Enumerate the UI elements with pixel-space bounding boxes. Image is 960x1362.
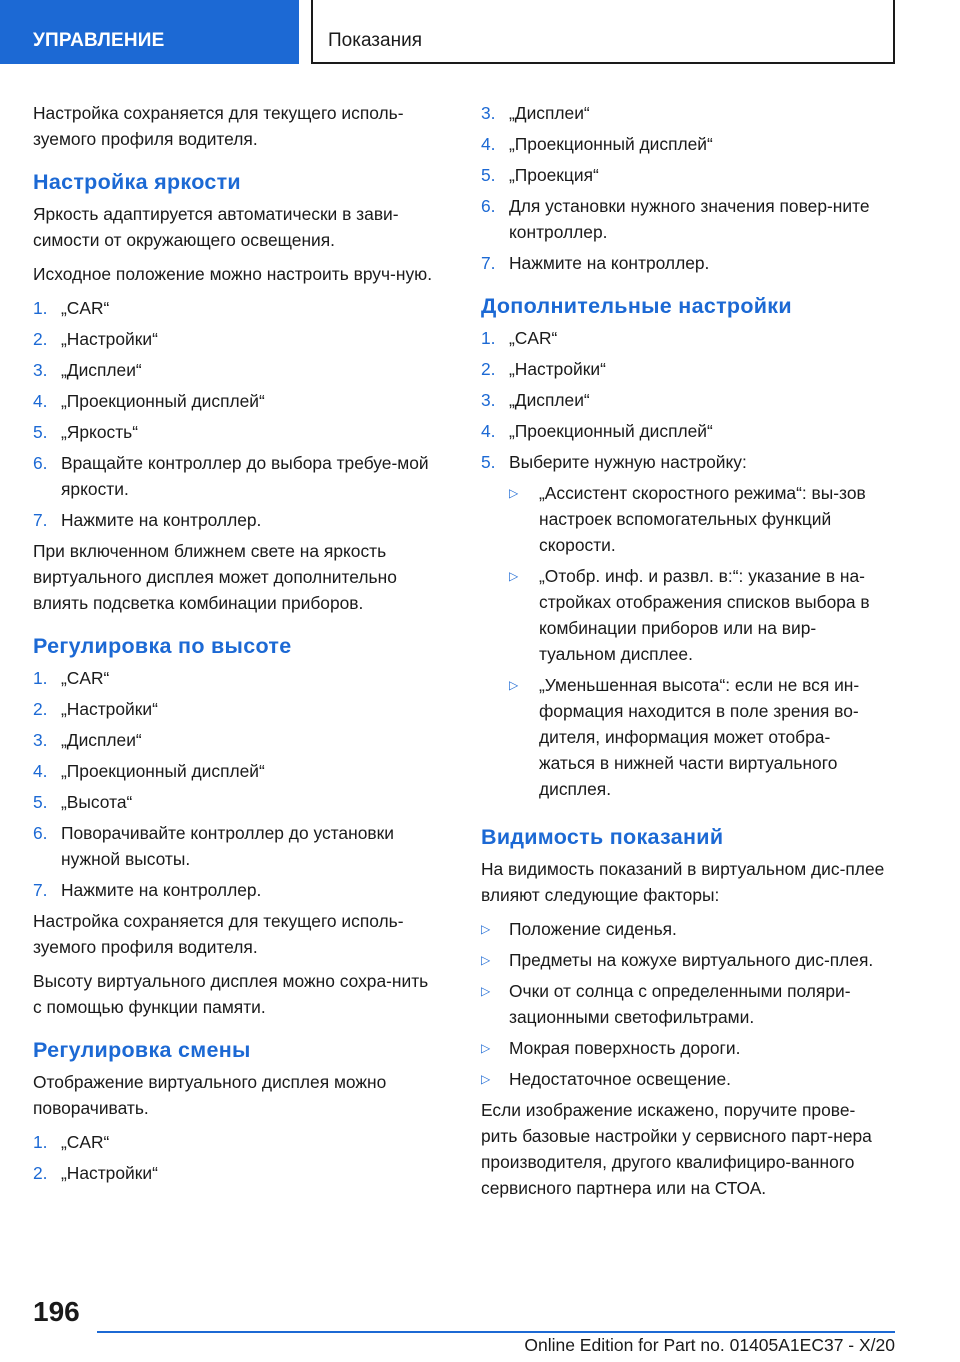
left-column: [33, 100, 438, 1191]
list-item: [481, 193, 886, 245]
heading-brightness: Настройка яркости: [33, 170, 241, 194]
step-text: „Проекционный дисплей“: [61, 391, 265, 411]
step-text: „CAR“: [61, 298, 110, 318]
height-steps: [33, 665, 438, 903]
step-number: 5.: [481, 452, 496, 472]
step-number: 5.: [481, 165, 496, 185]
list-item: [509, 672, 886, 802]
intro-paragraph: Настройка сохраняется для текущего исполь‐зуемого профиля водителя.: [33, 103, 404, 149]
rotation-steps: [33, 1129, 438, 1186]
step-text: Нажмите на контроллер.: [61, 880, 262, 900]
step-text: „Дисплеи“: [509, 390, 590, 410]
step-number: 3.: [33, 730, 48, 750]
list-item: [481, 947, 886, 973]
step-text: „Яркость“: [61, 422, 139, 442]
right-column: [481, 100, 886, 1209]
bullet-text: Положение сиденья.: [509, 919, 677, 939]
triangle-bullet-icon: ▷: [509, 569, 519, 583]
step-number: 3.: [33, 360, 48, 380]
option-text: „Ассистент скоростного режима“: вы‐зов настроек вспомогательных функций скорости.: [539, 483, 866, 555]
step-number: 5.: [33, 792, 48, 812]
list-item: [481, 1066, 886, 1092]
list-item: [33, 450, 438, 502]
bullet-text: Очки от солнца с определенными поляри‐зационными светофильтрами.: [509, 981, 851, 1027]
brightness-steps: [33, 295, 438, 533]
step-number: 2.: [481, 359, 496, 379]
list-item: [33, 357, 438, 383]
options-list: [509, 480, 886, 802]
height-paragraph-2: Высоту виртуального дисплея можно сохра‐нить с помощью функции памяти.: [33, 971, 429, 1017]
list-item: [481, 978, 886, 1030]
list-item: [481, 387, 886, 413]
list-item: [33, 1160, 438, 1186]
option-text: „Уменьшенная высота“: если не вся ин‐формация находится в поле зрения во‐дителя, информация может отобра‐жаться в нижней части виртуального дисплея.: [539, 675, 860, 799]
bullet-text: Недостаточное освещение.: [509, 1069, 732, 1089]
triangle-bullet-icon: ▷: [481, 1041, 491, 1055]
list-item: [33, 789, 438, 815]
step-number: 5.: [33, 422, 48, 442]
step-number: 7.: [33, 510, 48, 530]
visibility-paragraph-2: Если изображение искажено, поручите прове‐рить базовые настройки у сервисного парт‐нера производителя, другого квалифициро‐ванного сервисного партнера или на СТОА.: [481, 1100, 872, 1198]
footer-edition: Online Edition for Part no. 01405A1EC37 - X/20: [524, 1335, 895, 1355]
footer-divider: [97, 1331, 895, 1333]
page-number: 196: [33, 1296, 80, 1327]
list-item: [509, 480, 886, 558]
step-number: 6.: [33, 823, 48, 843]
triangle-bullet-icon: ▷: [481, 953, 491, 967]
rotation-paragraph-1: Отображение виртуального дисплея можно поворачивать.: [33, 1072, 387, 1118]
list-item: [481, 916, 886, 942]
step-text: Нажмите на контроллер.: [509, 253, 710, 273]
step-text: „Высота“: [61, 792, 133, 812]
step-text: Для установки нужного значения повер‐ните контроллер.: [509, 196, 870, 242]
step-text: Выберите нужную настройку:: [509, 452, 747, 472]
page-header: [0, 0, 960, 66]
step-number: 4.: [481, 134, 496, 154]
step-text: „Проекционный дисплей“: [61, 761, 265, 781]
height-paragraph-1: Настройка сохраняется для текущего исполь‐зуемого профиля водителя.: [33, 911, 404, 957]
list-item: [33, 665, 438, 691]
step-number: 1.: [33, 668, 48, 688]
step-text: „Проекционный дисплей“: [509, 421, 713, 441]
step-number: 2.: [33, 699, 48, 719]
option-text: „Отобр. инф. и развл. в:“: указание в на‐стройках отображения списков выбора в комбинации приборов или на вир‐туальном дисплее.: [539, 566, 870, 664]
step-text: „Проекционный дисплей“: [509, 134, 713, 154]
list-item: [481, 100, 886, 126]
extra-steps: [481, 325, 886, 807]
step-text: „CAR“: [61, 668, 110, 688]
step-text: „Дисплеи“: [61, 730, 142, 750]
list-item: [33, 727, 438, 753]
step-text: „CAR“: [509, 328, 558, 348]
chapter-tab[interactable]: Показания: [311, 0, 895, 64]
list-item: [509, 563, 886, 667]
step-text: „CAR“: [61, 1132, 110, 1152]
brightness-paragraph-2: Исходное положение можно настроить вруч‐ную.: [33, 264, 433, 284]
step-number: 4.: [33, 391, 48, 411]
list-item: [481, 449, 886, 807]
list-item: [33, 388, 438, 414]
triangle-bullet-icon: ▷: [481, 922, 491, 936]
visibility-paragraph-1: На видимость показаний в виртуальном дис‐плее влияют следующие факторы:: [481, 859, 885, 905]
list-item: [481, 325, 886, 351]
step-text: „Дисплеи“: [509, 103, 590, 123]
heading-visibility: Видимость показаний: [481, 825, 724, 849]
step-text: „Дисплеи“: [61, 360, 142, 380]
triangle-bullet-icon: ▷: [481, 1072, 491, 1086]
step-number: 4.: [481, 421, 496, 441]
step-text: „Проекция“: [509, 165, 599, 185]
list-item: [33, 820, 438, 872]
step-number: 1.: [33, 298, 48, 318]
list-item: [33, 696, 438, 722]
visibility-bullets: [481, 916, 886, 1092]
step-number: 2.: [33, 329, 48, 349]
brightness-paragraph-3: При включенном ближнем свете на яркость виртуального дисплея может дополнительно влиять подсветка комбинации приборов.: [33, 541, 397, 613]
list-item: [481, 418, 886, 444]
list-item: [481, 162, 886, 188]
step-number: 2.: [33, 1163, 48, 1183]
step-text: „Настройки“: [509, 359, 606, 379]
heading-rotation: Регулировка смены: [33, 1038, 251, 1062]
rotation-steps-continued: [481, 100, 886, 276]
heading-height: Регулировка по высоте: [33, 634, 292, 658]
step-number: 3.: [481, 103, 496, 123]
step-number: 7.: [481, 253, 496, 273]
step-text: Нажмите на контроллер.: [61, 510, 262, 530]
list-item: [33, 326, 438, 352]
triangle-bullet-icon: ▷: [481, 984, 491, 998]
list-item: [33, 507, 438, 533]
step-text: „Настройки“: [61, 699, 158, 719]
step-text: Поворачивайте контроллер до установки нужной высоты.: [61, 823, 394, 869]
heading-extra-settings: Дополнительные настройки: [481, 294, 792, 318]
step-number: 6.: [33, 453, 48, 473]
list-item: [33, 758, 438, 784]
triangle-bullet-icon: ▷: [509, 486, 519, 500]
list-item: [481, 131, 886, 157]
step-number: 1.: [33, 1132, 48, 1152]
step-number: 3.: [481, 390, 496, 410]
step-text: Вращайте контроллер до выбора требуе‐мой яркости.: [61, 453, 429, 499]
list-item: [33, 877, 438, 903]
list-item: [33, 419, 438, 445]
step-number: 4.: [33, 761, 48, 781]
list-item: [481, 250, 886, 276]
bullet-text: Предметы на кожухе виртуального дис‐плея.: [509, 950, 874, 970]
step-text: „Настройки“: [61, 1163, 158, 1183]
list-item: [481, 356, 886, 382]
list-item: [481, 1035, 886, 1061]
step-number: 7.: [33, 880, 48, 900]
section-tab[interactable]: УПРАВЛЕНИЕ: [0, 0, 299, 64]
step-text: „Настройки“: [61, 329, 158, 349]
brightness-paragraph-1: Яркость адаптируется автоматически в зави‐симости от окружающего освещения.: [33, 204, 399, 250]
step-number: 1.: [481, 328, 496, 348]
list-item: [33, 1129, 438, 1155]
triangle-bullet-icon: ▷: [509, 678, 519, 692]
list-item: [33, 295, 438, 321]
step-number: 6.: [481, 196, 496, 216]
bullet-text: Мокрая поверхность дороги.: [509, 1038, 741, 1058]
